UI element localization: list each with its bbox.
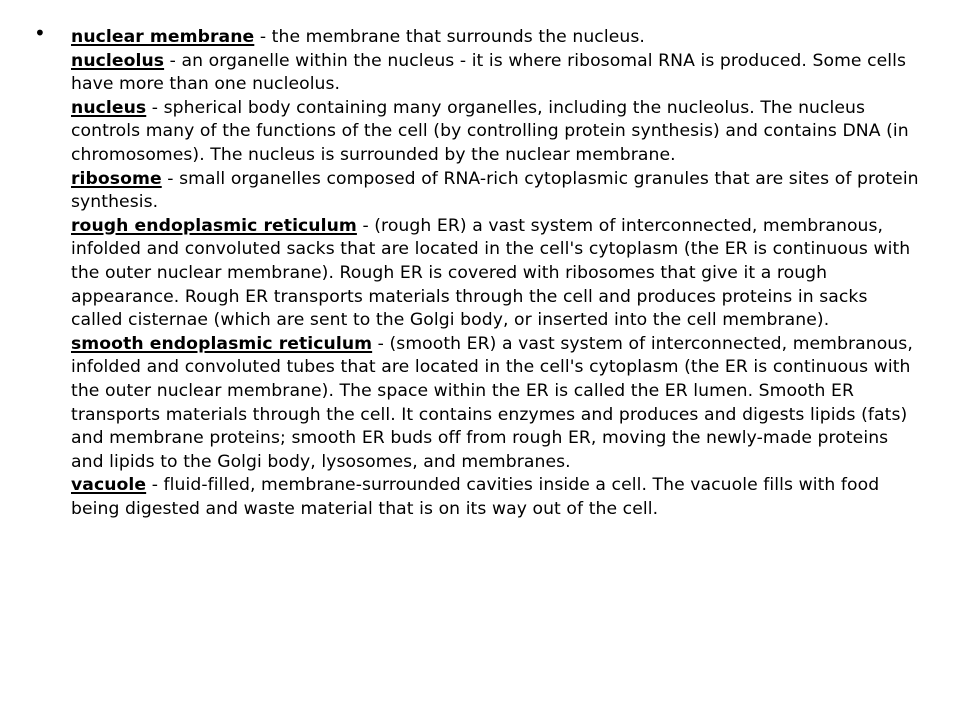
glossary-term: smooth endoplasmic reticulum [71,333,373,354]
glossary-entry-vacuole [71,474,919,521]
glossary-definition: - (smooth ER) a vast system of interconnected, membranous, infolded and convoluted tubes that are located in the cell's cytoplasm (the ER is continuous with the outer nuclear membrane). The space within the ER is called the ER lumen. Smooth ER transports materials through the cell. It contains enzymes and produces and digests lipids (fats) and membrane proteins; smooth ER buds off from rough ER, moving the newly-made proteins and lipids to the Golgi body, lysosomes, and membranes. [71,333,913,472]
glossary-term: ribosome [71,168,162,189]
glossary-entry-smooth-er [71,333,919,475]
glossary-entry-ribosome [71,168,919,215]
glossary-definition: - fluid-filled, membrane-surrounded cavities inside a cell. The vacuole fills with food being digested and waste material that is on its way out of the cell. [71,475,880,519]
glossary-text-block [71,26,919,521]
glossary-term: nuclear membrane [71,27,255,47]
glossary-entry-nucleus [71,97,919,168]
glossary-entry-nuclear-membrane [71,26,919,50]
glossary-definition: - the membrane that surrounds the nucleus. [254,27,645,47]
bullet-point: • [34,21,46,45]
glossary-definition: - an organelle within the nucleus - it is where ribosomal RNA is produced. Some cells have more than one nucleolus. [71,50,907,95]
glossary-definition: - spherical body containing many organelles, including the nucleolus. The nucleus controls many of the functions of the cell (by controlling protein synthesis) and contains DNA (in chromosomes). The nucleus is surrounded by the nuclear membrane. [71,97,909,165]
glossary-entry-rough-er [71,215,919,333]
glossary-definition: - small organelles composed of RNA-rich cytoplasmic granules that are sites of protein synthesis. [71,168,919,213]
glossary-term: vacuole [71,475,147,496]
glossary-term: nucleolus [71,50,165,71]
glossary-term: nucleus [71,97,147,118]
glossary-entry-nucleolus [71,50,919,97]
glossary-definition: - (rough ER) a vast system of interconnected, membranous, infolded and convoluted sacks that are located in the cell's cytoplasm (the ER is continuous with the outer nuclear membrane). Rough ER is covered with ribosomes that give it a rough appearance. Rough ER transports materials through the cell and produces proteins in sacks called cisternae (which are sent to the Golgi body, or inserted into the cell membrane). [71,215,911,331]
glossary-term: rough endoplasmic reticulum [71,215,357,236]
